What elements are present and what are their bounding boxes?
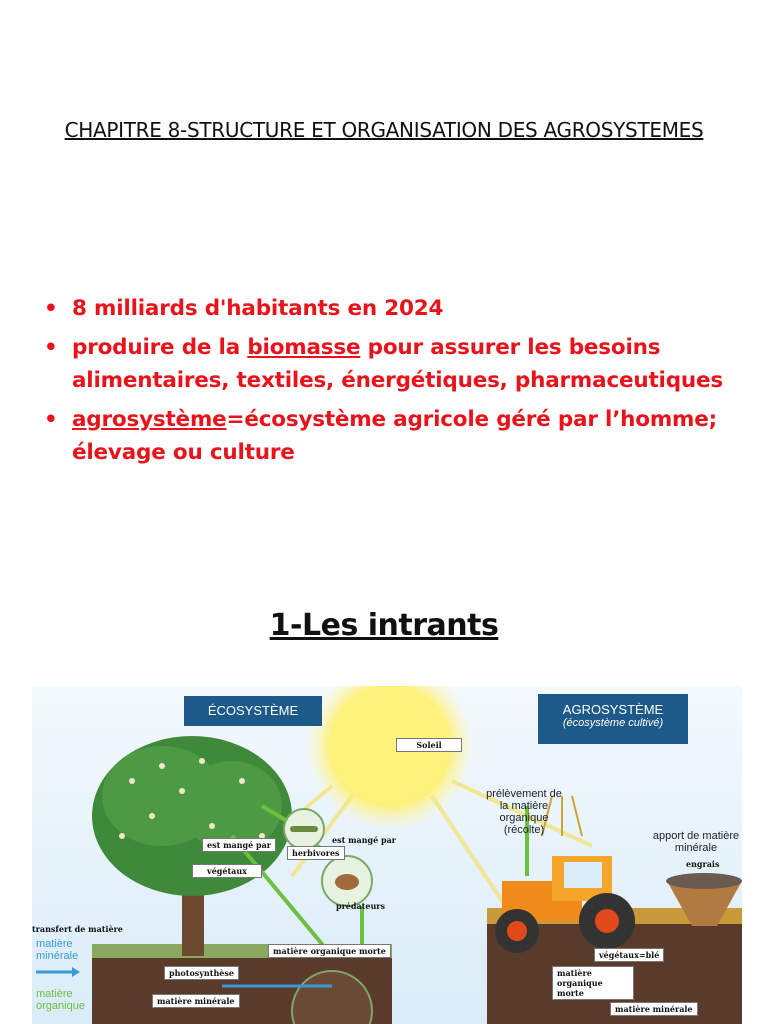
label-soleil: Soleil xyxy=(396,738,462,752)
label-matiere-organique-morte-2: matière organique morte xyxy=(552,966,634,1000)
label-est-mange-par-2: est mangé par xyxy=(332,835,396,845)
bullet-dot-icon: • xyxy=(44,407,58,432)
label-matiere-minerale-2: matière minérale xyxy=(610,1002,698,1016)
bullet-item: • agrosystème=écosystème agricole géré par l’homme; élevage ou culture xyxy=(44,403,744,469)
label-prelevement: prélèvement de la matière organique (récolte) xyxy=(486,788,562,836)
label-engrais: engrais xyxy=(686,859,720,869)
biomasse-link[interactable]: biomasse xyxy=(247,335,361,360)
label-predateurs: prédateurs xyxy=(336,901,385,911)
label-vegetaux: végétaux xyxy=(192,864,262,878)
label-apport: apport de matière minérale xyxy=(652,830,740,854)
bullet-list xyxy=(44,292,744,475)
label-herbivores: herbivores xyxy=(287,846,345,860)
header-ecosysteme: ÉCOSYSTÈME xyxy=(184,696,322,726)
legend-organique: matière organique xyxy=(36,988,85,1012)
bullet-dot-icon: • xyxy=(44,335,58,360)
legend-minerale: matière minérale xyxy=(36,938,79,962)
label-photosynthese: photosynthèse xyxy=(164,966,239,980)
label-matiere-organique-morte: matière organique morte xyxy=(268,944,391,958)
agrosysteme-link[interactable]: agrosystème xyxy=(72,407,227,432)
legend-title: transfert de matière xyxy=(32,924,123,934)
label-matiere-minerale: matière minérale xyxy=(152,994,240,1008)
section-title: 1-Les intrants xyxy=(269,608,499,643)
bullet-dot-icon: • xyxy=(44,296,58,321)
bullet-item: • produire de la biomasse pour assurer les besoins alimentaires, textiles, énergétiques, pharmaceutiques xyxy=(44,331,744,397)
header-agrosysteme: AGROSYSTÈME (écosystème cultivé) xyxy=(538,694,688,744)
chapter-title: CHAPITRE 8-STRUCTURE ET ORGANISATION DES AGROSYSTEMES xyxy=(64,118,704,142)
bullet-item: • 8 milliards d'habitants en 2024 xyxy=(44,292,744,325)
label-est-mange-par-1: est mangé par xyxy=(202,838,276,852)
label-vegetaux-ble: végétaux=blé xyxy=(594,948,664,962)
ecosystem-diagram xyxy=(32,686,742,1024)
